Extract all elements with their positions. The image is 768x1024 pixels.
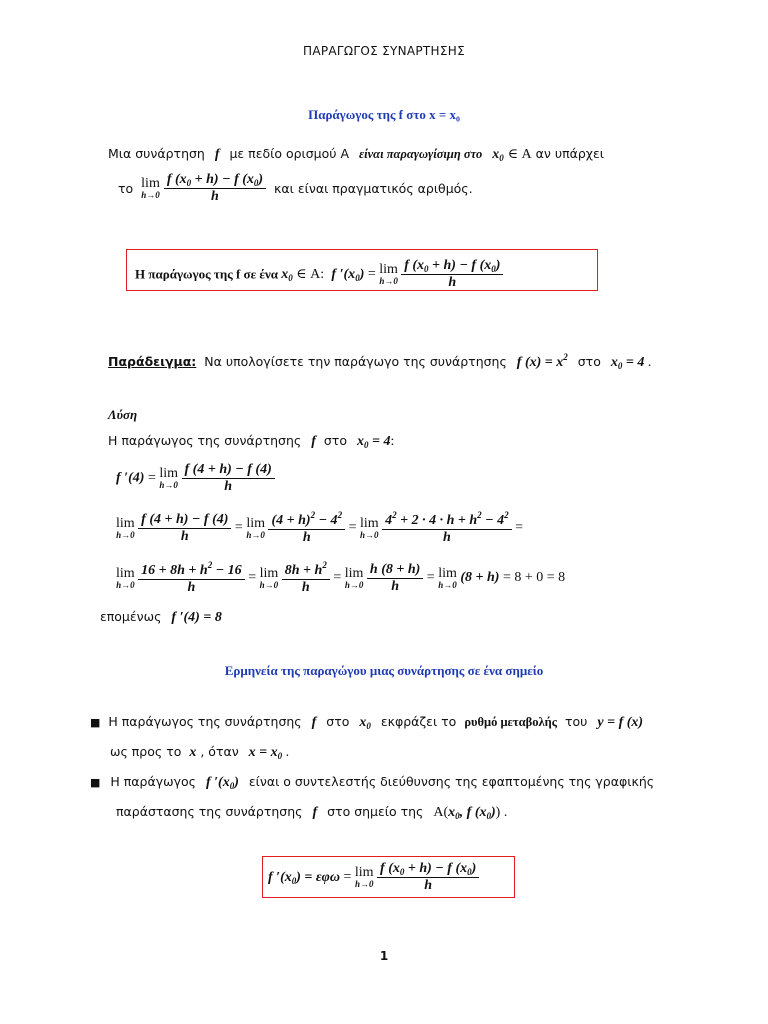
definition-line-2: το lim h→0 $\frac{f (x_0 + h) - f (x_0)}{h}$ και είναι πραγματικός αριθμός. bbox=[118, 172, 473, 204]
section-heading-derivative: Παράγωγος της f στο x = x₀ bbox=[308, 107, 460, 122]
section-heading-interpretation: Ερμηνεία της παραγώγου μιας συνάρτησης σε ένα σημείο bbox=[224, 663, 544, 678]
bullet-tangent-slope-line-2: παράστασης της συνάρτησης f στο σημείο της $A(x_0$, f $(x_0)$) . bbox=[116, 804, 508, 821]
bullet-rate-of-change-line-2: ως προς το x , όταν $x = x_0$ . bbox=[110, 744, 290, 761]
bullet-rate-of-change: ■ Η παράγωγος της συνάρτησης f στο $x_0$ εκφράζει το ρυθμό μεταβολής του y = f (x) bbox=[90, 714, 644, 731]
bullet-tangent-slope: ■ Η παράγωγος f $'(x_0)$ είναι ο συντελεστής διεύθυνσης της εφαπτομένης της γραφικής bbox=[90, 774, 655, 791]
tangent-slope-formula-box: f $'(x_0) = \varepsilon\varphi\omega$ = lim h→0 $\frac{f (x_0 + h) - f (x_0)}{h}$ bbox=[262, 856, 515, 898]
equation-1: f ′(4) = lim h→0 $\frac{f (4 + h) - f (4)}{h}$ bbox=[116, 462, 275, 495]
bullet-icon: ■ bbox=[90, 776, 101, 789]
page-number: 1 bbox=[379, 949, 389, 963]
page-header: ΠΑΡΑΓΩΓΟΣ ΣΥΝΑΡΤΗΣΗΣ bbox=[303, 44, 465, 58]
derivative-definition-box: Η παράγωγος της f σε ένα $x_0$ ∈ Α: f $'(x_0)$ = lim h→0 $\frac{f (x_0 + h) - f (x_0)}{h}$ bbox=[126, 249, 598, 291]
definition-line-1: Μια συνάρτηση f με πεδίο ορισμού Α είναι παραγωγίσιμη στο $x_0$ ∈ Α αν υπάρχει bbox=[108, 146, 604, 163]
solution-intro: Η παράγωγος της συνάρτησης f στο $x_0 = 4$: bbox=[108, 433, 395, 450]
conclusion-line: επομένως f ′(4) = 8 bbox=[100, 609, 222, 625]
difference-quotient: $\frac{f (x_0 + h) - f (x_0)}{h}$ bbox=[164, 172, 266, 205]
bullet-icon: ■ bbox=[90, 716, 101, 729]
equation-2: lim h→0 $\frac{f (4 + h) - f (4)}{h}$ = lim h→0 $\frac{(4 + h)^2 - 4^2}{h}$ = lim h→0 $\frac{4^2 + 2 \cdot 4 \cdot h + h^2 - 4^2}{h}$ = bbox=[116, 510, 524, 545]
limit-operator: lim h→0 bbox=[141, 176, 160, 200]
example-line: Παράδειγμα: Να υπολογίσετε την παράγωγο της συνάρτησης f $(x) = x^2$ στο $x_0 = 4$ . bbox=[108, 352, 652, 371]
equation-3: lim h→0 $\frac{16 + 8h + h^2 - 16}{h}$ = lim h→0 $\frac{8h + h^2}{h}$ = lim h→0 $\frac{h (8 + h)}{h}$ = lim h→0 (8 + h) = 8 + 0 = 8 bbox=[116, 560, 566, 595]
solution-label: Λύση bbox=[108, 407, 138, 422]
